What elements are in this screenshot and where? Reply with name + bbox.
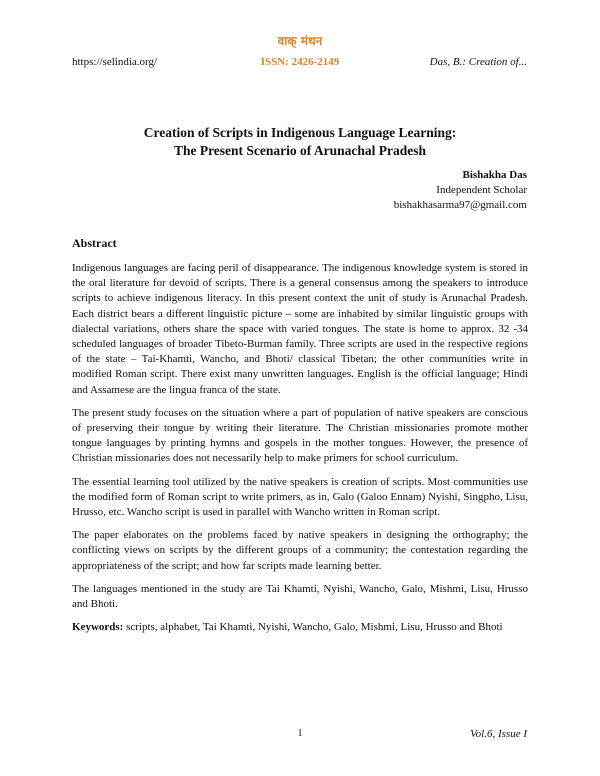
paper-title-line-1: Creation of Scripts in Indigenous Language Learning: (143, 125, 457, 140)
journal-url[interactable]: https://selindia.org/ (72, 56, 158, 68)
page-number: 1 (297, 728, 303, 739)
abstract-paragraph: The paper elaborates on the problems faced by native speakers in designing the orthography; the conflicting views on scripts by the different groups of a community; the contestation regarding the appropriateness of the script; and how far scripts made learning better. (72, 529, 528, 572)
keywords-line (72, 620, 528, 635)
journal-issn: ISSN: 2426-2149 (260, 56, 340, 68)
abstract-body (72, 261, 528, 643)
running-title: Das, B.: Creation of... (429, 56, 527, 68)
paper-title-line-2: The Present Scenario of Arunachal Pradesh (173, 143, 427, 158)
paper-title (0, 124, 600, 160)
abstract-paragraph: The present study focuses on the situation where a part of population of native speakers are conscious of preserving their tongue by writing their literature. The Christian missionaries promote mother tongue languages by printing hymns and gospels in the mother tongues. However, the presence of Christian missionaries does not necessarily help to make primers for school curriculum. (72, 406, 528, 465)
author-name: Bishakha Das (462, 169, 527, 181)
abstract-heading: Abstract (72, 236, 117, 250)
author-affiliation: Independent Scholar (436, 184, 527, 196)
keywords-label: Keywords: (72, 621, 124, 634)
abstract-paragraph: The languages mentioned in the study are Tai Khamti, Nyishi, Wancho, Galo, Mishmi, Lisu, Hrusso and Bhoti. (72, 582, 528, 611)
author-block (394, 168, 527, 213)
abstract-paragraph: The essential learning tool utilized by the native speakers is creation of scripts. Most communities use the modified form of Roman script to write primers, as in, Galo (Galoo Ennam) Nyishi, Singpho, Lisu, Hrusso, etc. Wancho script is used in parallel with Wancho written in Roman script. (72, 475, 528, 519)
volume-issue: Vol.6, Issue I (470, 728, 527, 740)
keywords-text: scripts, alphabet, Tai Khamti, Nyishi, Wancho, Galo, Mishmi, Lisu, Hrusso and Bhoti (123, 621, 503, 634)
author-email[interactable]: bishakhasarma97@gmail.com (393, 199, 527, 211)
abstract-paragraph: Indigenous languages are facing peril of disappearance. The indigenous knowledge system is stored in the oral literature for devoid of scripts. There is a general consensus among the speakers to introduce scripts to achieve indigenous literacy. In this present context the unit of study is Arunachal Pradesh. Each district bears a different linguistic picture – some are inhabited by similar linguistic groups with dialectal variations, others share the space with varied tongues. The state is home to approx. 32 -34 scheduled languages of broader Tibeto-Burman family. Three scripts are used in the respective regions of the state – Tai-Khamti, Wancho, and Bhoti/ classical Tibetan; the other communities write in modified Roman script. There exist many unwritten languages. English is the official language; Hindi and Assamese are the lingua franca of the state. (72, 262, 528, 396)
journal-brand: वाक् मंथन (277, 34, 323, 48)
